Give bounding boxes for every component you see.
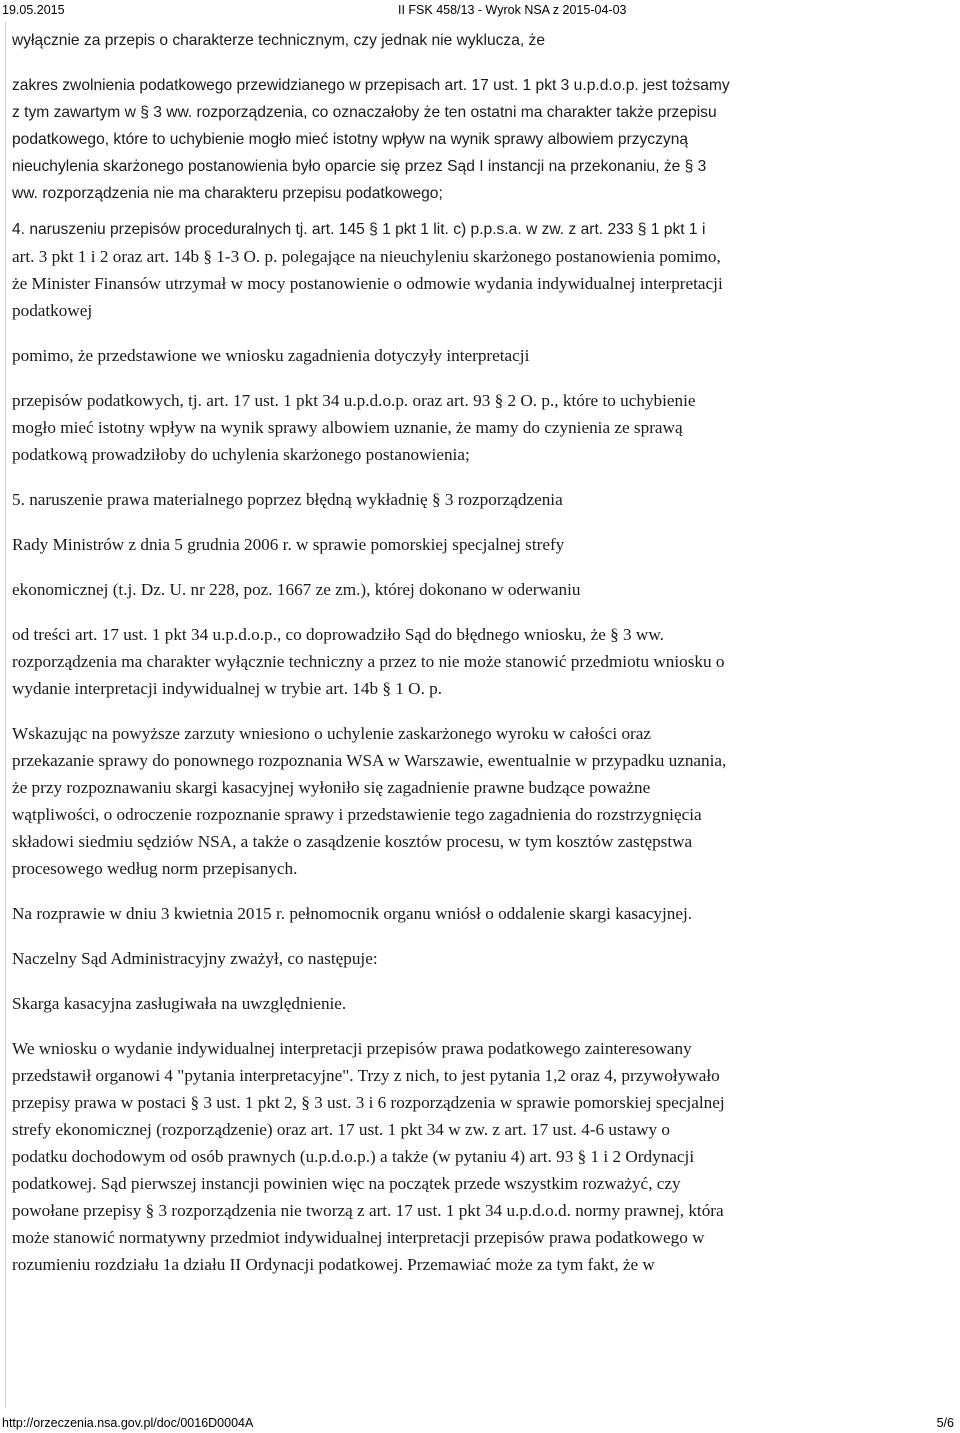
print-header	[0, 0, 960, 20]
text-line: procesowego według norm przepisanych.	[12, 859, 298, 878]
text-line: We wniosku o wydanie indywidualnej interpretacji przepisów prawa podatkowego zainteresowany	[12, 1039, 692, 1058]
text-line: 4. naruszeniu przepisów proceduralnych tj. art. 145 § 1 pkt 1 lit. c) p.p.s.a. w zw. z art. 233 § 1 pkt 1 i	[12, 221, 706, 238]
judgment-text	[12, 27, 952, 1278]
text-line: ww. rozporządzenia nie ma charakteru przepisu podatkowego;	[12, 185, 443, 202]
text-line: art. 3 pkt 1 i 2 oraz art. 14b § 1-3 O. p. polegające na nieuchyleniu skarżonego postanowienia pomimo,	[12, 247, 721, 266]
document-title: II FSK 458/13 - Wyrok NSA z 2015-04-03	[398, 3, 627, 17]
text-line: wydanie interpretacji indywidualnej w trybie art. 14b § 1 O. p.	[12, 679, 443, 698]
print-footer	[0, 1413, 960, 1433]
text-line: podatkowej. Sąd pierwszej instancji powinien więc na początek przede wszystkim rozważyć, czy	[12, 1174, 681, 1193]
margin-rule	[5, 22, 6, 1407]
text-line: wyłącznie za przepis o charakterze technicznym, czy jednak nie wyklucza, że	[12, 32, 546, 49]
text-line: nieuchylenia skarżonego postanowienia było oparcie się przez Sąd I instancji na przekonaniu, że § 3	[12, 158, 707, 175]
text-line: Rady Ministrów z dnia 5 grudnia 2006 r. w sprawie pomorskiej specjalnej strefy	[12, 535, 565, 554]
text-line: podatkowej	[12, 301, 93, 320]
text-line: podatkową prowadziłoby do uchylenia skarżonego postanowienia;	[12, 445, 470, 464]
page-number: 5/6	[936, 1416, 954, 1430]
text-line: przepisów podatkowych, tj. art. 17 ust. 1 pkt 34 u.p.d.o.p. oraz art. 93 § 2 O. p., które to uchybienie	[12, 391, 696, 410]
text-line: Naczelny Sąd Administracyjny zważył, co następuje:	[12, 949, 378, 968]
text-line: przedstawił organowi 4 "pytania interpretacyjne". Trzy z nich, to jest pytania 1,2 oraz 4, przywoływało	[12, 1066, 720, 1085]
text-line: mogło mieć istotny wpływ na wynik sprawy albowiem uznanie, że mamy do czynienia ze sprawą	[12, 418, 683, 437]
text-line: powołane przepisy § 3 rozporządzenia nie tworzą z art. 17 ust. 1 pkt 34 u.p.d.o.d. normy prawnej, która	[12, 1201, 724, 1220]
text-line: pomimo, że przedstawione we wniosku zagadnienia dotyczyły interpretacji	[12, 346, 530, 365]
text-line: wątpliwości, o odroczenie rozpoznanie sprawy i przedstawienie tego zagadnienia do rozstrzygnięcia	[12, 805, 702, 824]
text-line: strefy ekonomicznej (rozporządzenie) oraz art. 17 ust. 1 pkt 34 w zw. z art. 17 ust. 4-6 ustawy o	[12, 1120, 671, 1139]
text-line: rozporządzenia ma charakter wyłącznie techniczny a przez to nie może stanowić przedmiotu wniosku o	[12, 652, 725, 671]
text-line: Na rozprawie w dniu 3 kwietnia 2015 r. pełnomocnik organu wniósł o oddalenie skargi kasacyjnej.	[12, 904, 693, 923]
text-line: 5. naruszenie prawa materialnego poprzez błędną wykładnię § 3 rozporządzenia	[12, 490, 563, 509]
text-line: składowi siedmiu sędziów NSA, a także o zasądzenie kosztów procesu, w tym kosztów zastępstwa	[12, 832, 693, 851]
text-line: przekazanie sprawy do ponownego rozpoznania WSA w Warszawie, ewentualnie w przypadku uznania,	[12, 751, 727, 770]
text-line: może stanowić normatywny przedmiot indywidualnej interpretacji przepisów prawa podatkowego w	[12, 1228, 705, 1247]
text-line: ekonomicznej (t.j. Dz. U. nr 228, poz. 1667 ze zm.), której dokonano w oderwaniu	[12, 580, 581, 599]
text-line: zakres zwolnienia podatkowego przewidzianego w przepisach art. 17 ust. 1 pkt 3 u.p.d.o.p. jest tożsamy	[12, 77, 730, 94]
text-line: od treści art. 17 ust. 1 pkt 34 u.p.d.o.p., co doprowadziło Sąd do błędnego wniosku, że § 3 ww.	[12, 625, 664, 644]
text-line: że przy rozpoznawaniu skargi kasacyjnej wyłoniło się zagadnienie prawne budzące poważne	[12, 778, 651, 797]
text-line: przepisy prawa w postaci § 3 ust. 1 pkt 2, § 3 ust. 3 i 6 rozporządzenia w sprawie pomorskiej specjalnej	[12, 1093, 725, 1112]
source-url: http://orzeczenia.nsa.gov.pl/doc/0016D0004A	[2, 1416, 254, 1430]
text-line: podatku dochodowym od osób prawnych (u.p.d.o.p.) a także (w pytaniu 4) art. 93 § 1 i 2 Ordynacji	[12, 1147, 695, 1166]
text-line: podatkowego, które to uchybienie mogło mieć istotny wpływ na wynik sprawy albowiem przyczyną	[12, 131, 689, 148]
text-line: Skarga kasacyjna zasługiwała na uwzględnienie.	[12, 994, 347, 1013]
text-line: rozumieniu rozdziału 1a działu II Ordynacji podatkowej. Przemawiać może za tym fakt, że w	[12, 1255, 655, 1274]
print-date: 19.05.2015	[2, 3, 65, 17]
text-line: Wskazując na powyższe zarzuty wniesiono o uchylenie zaskarżonego wyroku w całości oraz	[12, 724, 652, 743]
text-line: że Minister Finansów utrzymał w mocy postanowienie o odmowie wydania indywidualnej interpretacji	[12, 274, 723, 293]
text-line: z tym zawartym w § 3 ww. rozporządzenia, co oznaczałoby że ten ostatni ma charakter także przepisu	[12, 104, 717, 121]
